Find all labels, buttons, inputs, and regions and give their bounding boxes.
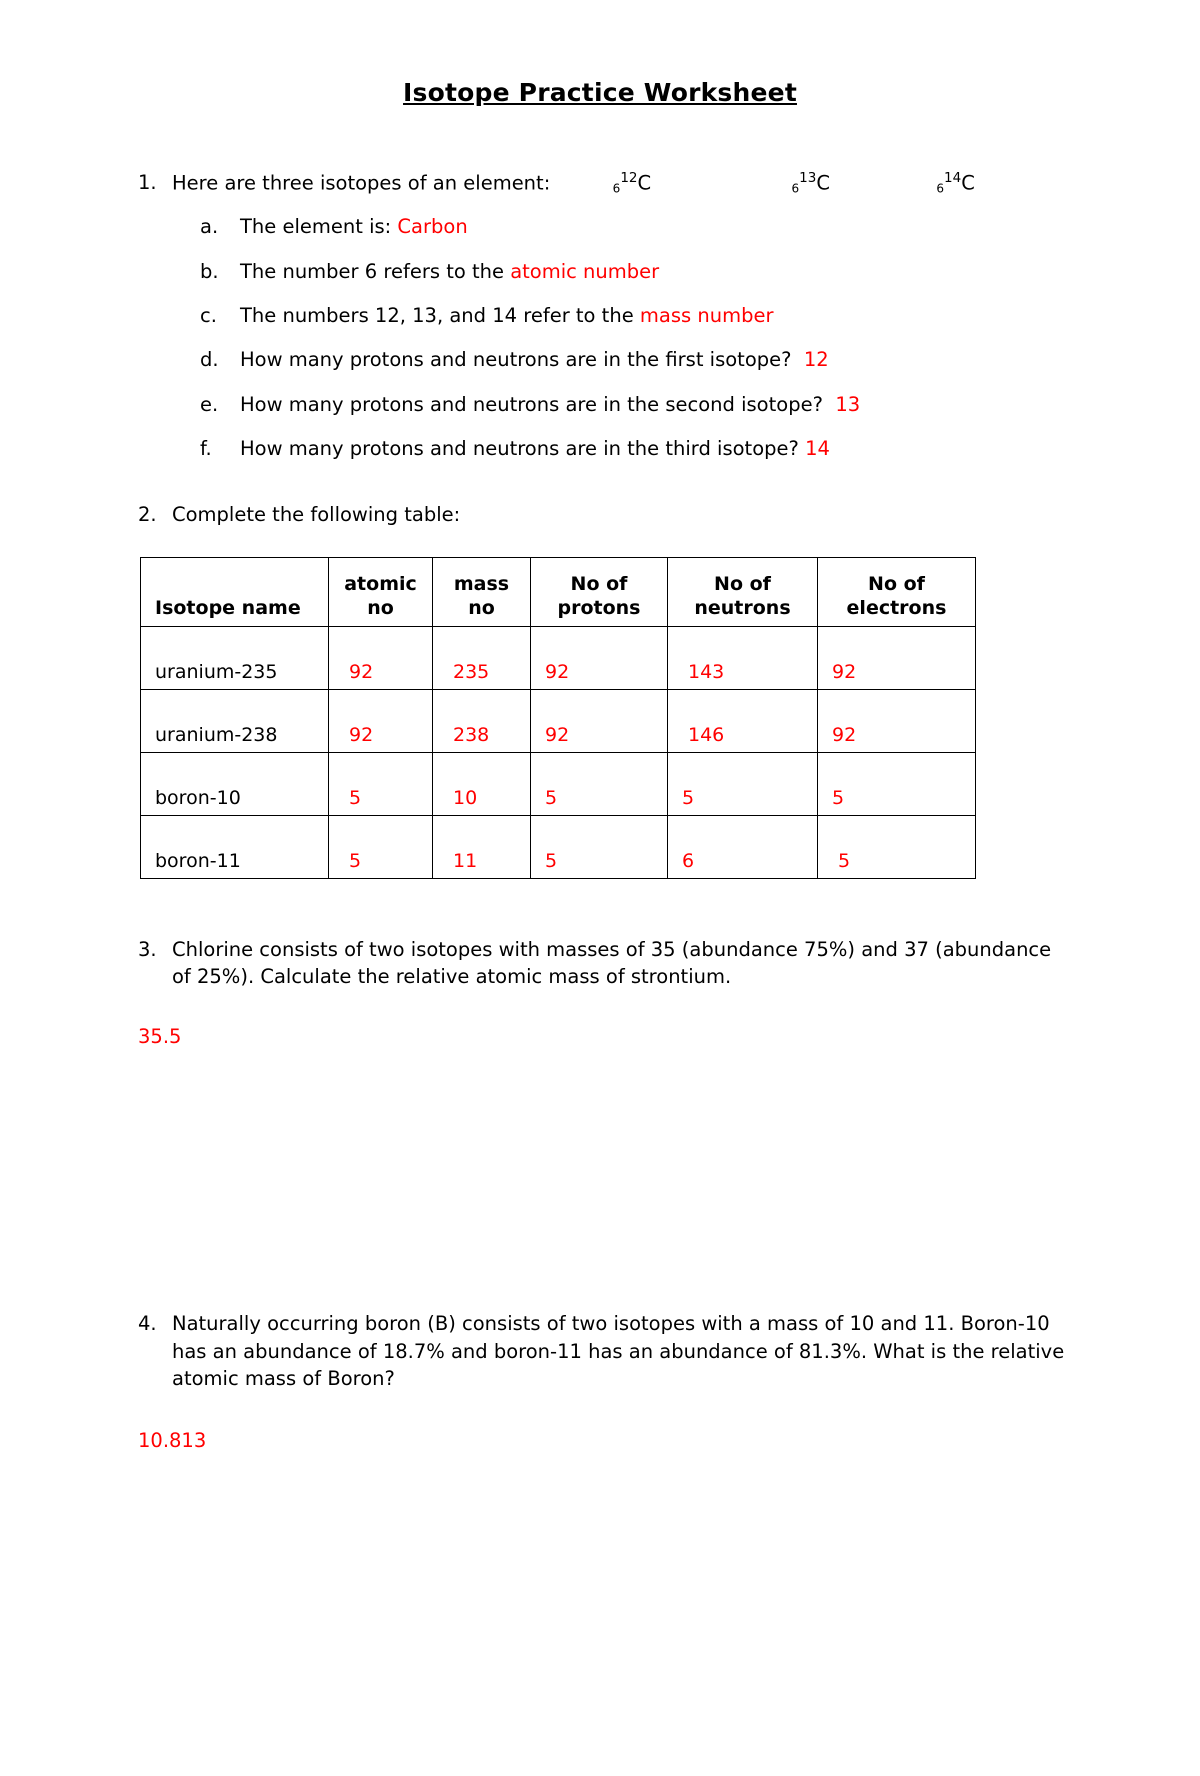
table-row xyxy=(141,815,976,878)
cell-atomic-no[interactable]: 5 xyxy=(329,752,433,815)
header-protons-line2: protons xyxy=(557,596,641,619)
cell-atomic-no[interactable]: 92 xyxy=(329,626,433,689)
item-b-text: The number 6 refers to the xyxy=(240,259,511,283)
header-atomic-no xyxy=(329,557,433,626)
header-neutrons-line2: neutrons xyxy=(694,596,791,619)
isotope-notation-1 xyxy=(613,169,651,197)
table-row xyxy=(141,752,976,815)
header-isotope-name xyxy=(141,557,329,626)
isotope-2-mass-number: 13 xyxy=(799,170,817,186)
item-a-letter: a. xyxy=(200,215,219,239)
isotope-table-body xyxy=(141,626,976,878)
header-protons-line1: No of xyxy=(570,573,628,596)
header-neutrons-line1: No of xyxy=(714,573,771,596)
header-electrons-line1: No of xyxy=(868,573,925,596)
item-e-letter: e. xyxy=(200,392,219,416)
header-mass-no xyxy=(433,557,531,626)
cell-atomic-no[interactable]: 5 xyxy=(329,815,433,878)
worksheet-content xyxy=(138,169,1070,1452)
cell-isotope-name: uranium-238 xyxy=(141,689,329,752)
header-atomic-no-line1: atomic xyxy=(344,573,417,596)
page-title: Isotope Practice Worksheet xyxy=(403,78,797,107)
cell-neutrons[interactable]: 6 xyxy=(668,815,818,878)
cell-neutrons[interactable]: 5 xyxy=(668,752,818,815)
cell-mass-no[interactable]: 238 xyxy=(433,689,531,752)
header-electrons-line2: electrons xyxy=(846,596,947,619)
table-header-row xyxy=(141,557,976,626)
isotope-3-mass-number: 14 xyxy=(944,170,962,186)
header-atomic-no-line2: no xyxy=(367,596,394,619)
item-b-letter: b. xyxy=(200,259,219,283)
table-row xyxy=(141,626,976,689)
question-2-number: 2. xyxy=(138,503,157,527)
question-1-item-e xyxy=(172,391,1070,419)
question-1-body xyxy=(172,169,1070,463)
item-a-text: The element is: xyxy=(240,215,398,239)
cell-protons[interactable]: 5 xyxy=(531,752,668,815)
item-d-answer: 12 xyxy=(803,348,829,372)
isotope-1-mass-number: 12 xyxy=(620,170,638,186)
question-3 xyxy=(138,936,1070,991)
question-2-body xyxy=(172,501,1070,529)
header-no-of-protons xyxy=(531,557,668,626)
isotope-3-atomic-number: 6 xyxy=(936,181,945,196)
item-e-text: How many protons and neutrons are in the second isotope? xyxy=(240,392,823,416)
cell-mass-no[interactable]: 10 xyxy=(433,752,531,815)
isotope-2-atomic-number: 6 xyxy=(791,181,800,196)
isotope-table-head xyxy=(141,557,976,626)
item-f-text: How many protons and neutrons are in the third isotope? xyxy=(240,436,799,460)
cell-atomic-no[interactable]: 92 xyxy=(329,689,433,752)
cell-isotope-name: boron-11 xyxy=(141,815,329,878)
item-b-answer: atomic number xyxy=(510,259,660,283)
item-a-answer: Carbon xyxy=(397,215,468,239)
cell-isotope-name: uranium-235 xyxy=(141,626,329,689)
header-no-of-neutrons xyxy=(668,557,818,626)
cell-mass-no[interactable]: 11 xyxy=(433,815,531,878)
question-2-stem: Complete the following table: xyxy=(172,503,461,527)
question-1-item-d xyxy=(172,346,1070,374)
question-4-answer: 10.813 xyxy=(138,1429,207,1453)
header-mass-no-line2: no xyxy=(468,596,495,619)
question-1-number: 1. xyxy=(138,171,157,194)
question-4-body: Naturally occurring boron (B) consists of two isotopes with a mass of 10 and 11. Boron-10 has an abundance of 18.7% and boron-11 has an abundance of 81.3%. What is the relative atomic mass of Boron? xyxy=(172,1312,1065,1391)
isotope-1-atomic-number: 6 xyxy=(612,181,621,196)
cell-protons[interactable]: 92 xyxy=(531,626,668,689)
item-d-text: How many protons and neutrons are in the first isotope? xyxy=(240,348,792,372)
question-3-answer: 35.5 xyxy=(138,1025,182,1049)
item-c-answer: mass number xyxy=(639,303,774,327)
item-d-letter: d. xyxy=(200,348,219,372)
item-f-answer: 14 xyxy=(805,436,830,460)
question-1 xyxy=(138,169,1070,463)
question-1-stem-row xyxy=(172,169,1070,197)
cell-electrons[interactable]: 92 xyxy=(818,689,976,752)
question-1-stem: Here are three isotopes of an element: xyxy=(172,171,551,195)
table-row xyxy=(141,689,976,752)
question-2 xyxy=(138,501,1070,529)
question-1-item-b xyxy=(172,258,1070,286)
question-3-body: Chlorine consists of two isotopes with masses of 35 (abundance 75%) and 37 (abundance of 25%). Calculate the relative atomic mass of strontium. xyxy=(172,937,1052,989)
header-no-of-electrons xyxy=(818,557,976,626)
isotope-2-symbol: C xyxy=(816,171,830,195)
item-c-text: The numbers 12, 13, and 14 refer to the xyxy=(240,303,640,327)
cell-electrons[interactable]: 5 xyxy=(818,752,976,815)
question-3-number: 3. xyxy=(138,937,157,961)
isotope-notation-3 xyxy=(936,169,974,197)
question-1-item-c xyxy=(172,302,1070,330)
isotope-3-symbol: C xyxy=(961,171,975,195)
isotope-1-symbol: C xyxy=(637,171,652,195)
question-1-subitems xyxy=(172,213,1070,463)
question-1-item-a xyxy=(172,213,1070,241)
cell-electrons[interactable]: 92 xyxy=(818,626,976,689)
cell-protons[interactable]: 5 xyxy=(531,815,668,878)
worksheet-page xyxy=(0,78,1200,1776)
item-c-letter: c. xyxy=(200,303,217,327)
cell-neutrons[interactable]: 143 xyxy=(668,626,818,689)
cell-mass-no[interactable]: 235 xyxy=(433,626,531,689)
header-isotope-name-line2: Isotope name xyxy=(155,596,301,619)
cell-neutrons[interactable]: 146 xyxy=(668,689,818,752)
header-mass-no-line1: mass xyxy=(453,573,510,596)
item-e-answer: 13 xyxy=(835,392,861,416)
cell-electrons[interactable]: 5 xyxy=(818,815,976,878)
isotope-table xyxy=(140,557,976,879)
question-4-number: 4. xyxy=(138,1312,157,1336)
question-1-item-f xyxy=(172,435,1070,463)
isotope-notation-2 xyxy=(792,169,830,197)
cell-protons[interactable]: 92 xyxy=(531,689,668,752)
question-4 xyxy=(138,1310,1070,1393)
item-f-letter: f. xyxy=(200,436,212,460)
cell-isotope-name: boron-10 xyxy=(141,752,329,815)
